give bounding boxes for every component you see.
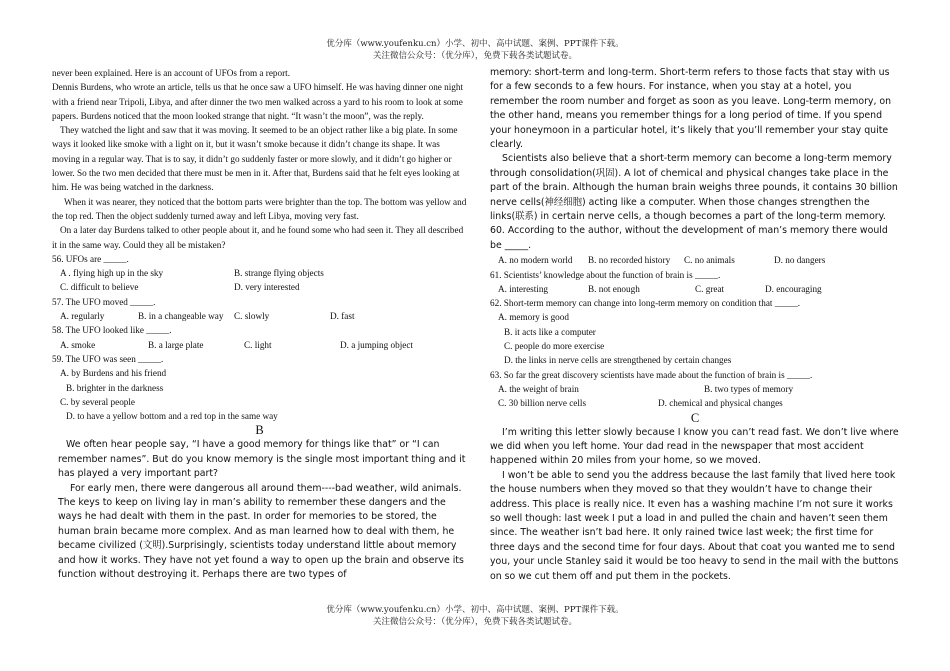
question-60: 60. According to the author, without the development of man’s memory there would be _____. — [490, 225, 888, 251]
option-60-b: B. no recorded history — [588, 255, 671, 266]
options-63-ab — [490, 382, 900, 396]
passage-c-para-2: I won’t be able to send you the address because the last family that lived here took the house numbers when they moved so that they wouldn’t have to change their address. This place is really nice. It even has a washing machine I’m not sure it works so well though: last week I put a load in and pulled the chain and haven’t seen them since. The weather isn’t bad here. It only rained twice last week; the first time for three days and the second time for four days. About that coat you wanted me to send you, your uncle Stanley said it would be too heavy to send in the mail with the buttons on so we cut them off and put them in the pockets. — [490, 469, 899, 582]
option-58-a: A. smoke — [60, 339, 96, 350]
option-59-d: D. to have a yellow bottom and a red top in the same way — [66, 411, 278, 422]
passage-b-para-2: For early men, there were dangerous all around them----bad weather, wild animals. The keys to keep on living lay in man’s ability to remember these dangers and the ways he had dealt with them in the past. In order for memories to be stored, the human brain became more complex. And as man learned how to deal with them, he became civilized (文明).Surprisingly, scientists today understand little about memory and how it works. They have not yet found a way to open up the brain and observe its function without destroying it. Perhaps there are two types of — [58, 482, 464, 581]
page-footer — [0, 604, 950, 628]
option-63-d: D. chemical and physical changes — [658, 398, 783, 409]
option-59-a: A. by Burdens and his friend — [60, 368, 167, 379]
option-61-d: D. encouraging — [765, 283, 822, 294]
option-60-a: A. no modern world — [498, 255, 573, 266]
passage-a-intro: never been explained. Here is an account of UFOs from a report. — [52, 68, 291, 78]
option-58-c: C. light — [244, 339, 272, 350]
option-59-c: C. by several people — [60, 396, 136, 407]
question-62: 62. Short-term memory can change into long-term memory on condition that _____. — [490, 298, 801, 309]
option-56-b: B. strange flying objects — [234, 268, 324, 279]
option-61-c: C. great — [695, 283, 725, 294]
option-60-c: C. no animals — [684, 255, 735, 266]
option-58-d: D. a jumping object — [340, 339, 413, 350]
option-56-a: A . flying high up in the sky — [60, 268, 164, 279]
option-56-c: C. difficult to believe — [60, 282, 139, 293]
option-63-a: A. the weight of brain — [498, 383, 579, 394]
options-63-cd — [490, 396, 900, 410]
passage-b-para-4: Scientists also believe that a short-term memory can become a long-term memory through consolidation(巩固). A lot of chemical and physical changes take place in the part of the brain. Although the human brain weighs three pounds, it contains 30 billion nerve cells(神经细胞) acting like a computer. When those changes strengthen the links(联系) in certain nerve cells, a though becomes a part of the long-term memory. — [490, 153, 898, 223]
option-63-c: C. 30 billion nerve cells — [498, 398, 587, 409]
question-57: 57. The UFO moved _____. — [52, 296, 156, 307]
option-57-c: C. slowly — [234, 311, 270, 322]
option-57-b: B. in a changeable way — [138, 311, 224, 322]
option-59-b: B. brighter in the darkness — [66, 382, 164, 393]
options-56-cd — [52, 280, 467, 294]
option-57-a: A. regularly — [60, 311, 105, 322]
options-60 — [490, 253, 900, 267]
passage-a-para-4: On a later day Burdens talked to other people about it, and he found some who had seen it. They all described it in the same way. Could they all be mistaken? — [52, 225, 464, 250]
option-58-b: B. a large plate — [148, 339, 204, 350]
footer-line-2: 关注微信公众号：（优分库），免费下载各类试题试卷。 — [372, 617, 577, 627]
question-63: 63. So far the great discovery scientists have made about the function of brain is _____. — [490, 369, 813, 380]
page-header — [0, 38, 950, 62]
option-56-d: D. very interested — [234, 282, 300, 293]
option-62-b: B. it acts like a computer — [504, 326, 596, 337]
option-60-d: D. no dangers — [774, 255, 826, 266]
passage-c-para-1: I’m writing this letter slowly because I know you can’t read fast. We don’t live where we did when you left home. Your dad read in the newspaper that most accident happened within 20 miles from your home, so we moved. — [490, 426, 899, 467]
option-62-d: D. the links in nerve cells are strengthened by certain changes — [504, 355, 732, 366]
passage-b-para-1: We often hear people say, “I have a good memory for things like that” or “I can remember names”. But do you know memory is the single most important thing and it has played a very important part? — [58, 439, 466, 480]
option-61-a: A. interesting — [498, 283, 549, 294]
options-56 — [52, 266, 467, 280]
option-57-d: D. fast — [330, 311, 355, 322]
question-61: 61. Scientists’ knowledge about the function of brain is _____. — [490, 269, 721, 280]
left-column — [52, 66, 467, 582]
options-57 — [52, 309, 467, 323]
section-b-title: B — [255, 423, 264, 438]
option-62-c: C. people do more exercise — [504, 341, 605, 352]
passage-a-para-2: They watched the light and saw that it was moving. It seemed to be an object rather like a big plate. In some ways it looked like smoke with a light on it, but it wasn’t smoke because it didn’t change its shape. It was moving in a regular way. That is to say, it didn’t go suddenly faster or more slowly, and it didn’t go higher or lower. So the two men decided that there must be men in it. After that, Burdens said that he felt eyes looking at him. He was being watched in the darkness. — [52, 125, 460, 193]
passage-a-para-1: Dennis Burdens, who wrote an article, tells us that he once saw a UFO himself. He was having dinner one night with a friend near Tripoli, Libya, and after dinner the two men walked across a yard to his room to look at some papers. Burdens noticed that the moon looked strange that night. “It wasn’t the moon”, was the reply. — [52, 82, 464, 121]
header-line-1: 优分库（www.youfenku.cn）小学、初中、高中试题、案例、PPT课件下载。 — [326, 39, 624, 49]
right-column — [490, 66, 900, 584]
options-58 — [52, 338, 467, 352]
options-61 — [490, 282, 900, 296]
question-56: 56. UFOs are _____. — [52, 253, 129, 264]
passage-a-para-3: When it was nearer, they noticed that the bottom parts were brighter than the top. The bottom was yellow and the top red. Then the object suddenly turned away and left Libya, moving very fast. — [52, 196, 467, 221]
option-62-a: A. memory is good — [498, 312, 569, 323]
question-59: 59. The UFO was seen _____. — [52, 353, 164, 364]
header-line-2: 关注微信公众号：（优分库），免费下载各类试题试卷。 — [372, 51, 577, 61]
passage-b-para-3: memory: short-term and long-term. Short-term refers to those facts that stay with us for a few seconds to a few hours. For instance, when you stay at a hotel, you remember the room number and forget as soon as you leave. Long-term memory, on the other hand, means you remember things for a long period of time. If you spend your honeymoon in a particular hotel, it’s likely that you’ll remember your stay quite clearly. — [490, 67, 892, 151]
option-61-b: B. not enough — [588, 283, 640, 294]
section-c-title: C — [690, 410, 700, 425]
footer-line-1: 优分库（www.youfenku.cn）小学、初中、高中试题、案例、PPT课件下载。 — [326, 605, 624, 615]
question-58: 58. The UFO looked like _____. — [52, 325, 172, 336]
option-63-b: B. two types of memory — [704, 383, 794, 394]
